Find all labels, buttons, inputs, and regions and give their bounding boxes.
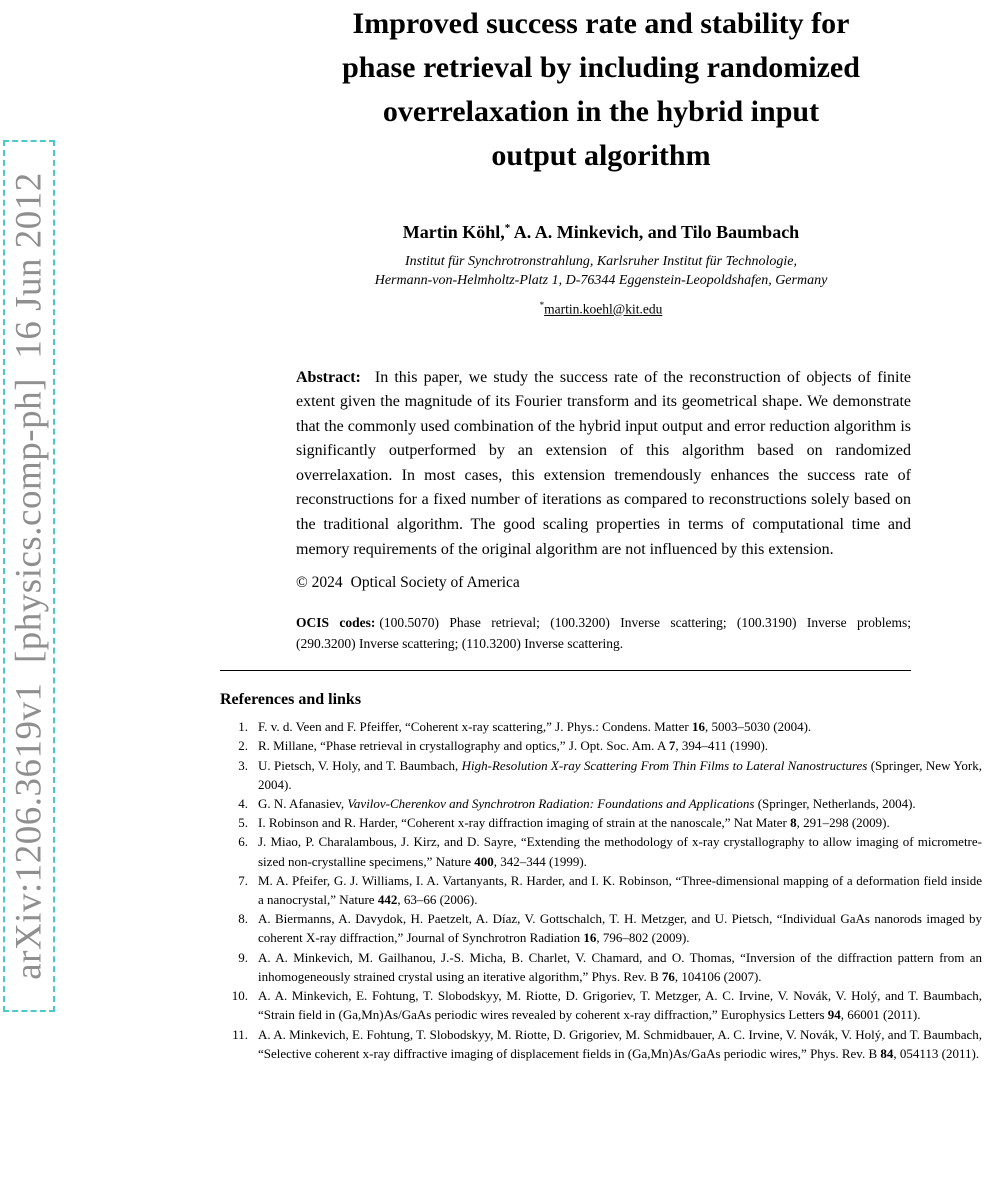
reference-text: I. Robinson and R. Harder, “Coherent x-ray diffraction imaging of strain at the nanoscale,” Nat Mater 8, 291–298 (2009). <box>258 815 890 831</box>
author-footnote-marker: * <box>504 222 511 234</box>
paper-title <box>220 2 982 178</box>
abstract <box>296 366 911 563</box>
abstract-block <box>296 366 911 655</box>
affiliation <box>220 252 982 290</box>
copyright-year: © 2024 <box>296 574 343 592</box>
reference-item <box>220 794 982 813</box>
reference-text: R. Millane, “Phase retrieval in crystallography and optics,” J. Opt. Soc. Am. A 7, 394–411 (1990). <box>258 738 769 754</box>
title-line: overrelaxation in the hybrid input <box>382 95 820 128</box>
reference-number: 9. <box>238 949 248 965</box>
affiliation-line: Institut für Synchrotronstrahlung, Karlsruher Institut für Technologie, <box>404 254 798 269</box>
reference-number: 2. <box>238 738 248 754</box>
affiliation-line: Hermann-von-Helmholtz-Platz 1, D-76344 Eggenstein-Leopoldshafen, Germany <box>374 273 828 288</box>
title-line: phase retrieval by including randomized <box>342 51 860 84</box>
reference-text: G. N. Afanasiev, Vavilov-Cherenkov and Synchrotron Radiation: Foundations and Applications (Springer, Netherlands, 2004). <box>258 796 916 812</box>
ocis-codes <box>296 612 911 654</box>
reference-number: 7. <box>238 872 248 888</box>
reference-item <box>220 736 982 755</box>
arxiv-watermark <box>3 140 55 1012</box>
reference-number: 8. <box>238 911 248 927</box>
abstract-text: In this paper, we study the success rate of the reconstruction of objects of finite extent given the magnitude of its Fourier transform and its geometrical shape. We demonstrate that the commonly used combination of the hybrid input output and error reduction algorithm is significantly outperformed by an extension of this algorithm based on randomized overrelaxation. In most cases, this extension tremendously enhances the success rate of reconstructions for a fixed number of iterations as compared to reconstructions solely based on the traditional algorithm. The good scaling properties in terms of computational time and memory requirements of the original algorithm are not influenced by this extension. <box>296 368 911 558</box>
copyright-line <box>296 574 911 592</box>
email-footnote-marker: * <box>539 300 545 310</box>
reference-item <box>220 871 982 909</box>
reference-text: F. v. d. Veen and F. Pfeiffer, “Coherent x-ray scattering,” J. Phys.: Condens. Matter 16, 5003–5030 (2004). <box>258 719 812 735</box>
reference-number: 6. <box>238 834 248 850</box>
reference-item <box>220 832 982 870</box>
copyright-org: Optical Society of America <box>350 574 520 592</box>
reference-number: 1. <box>238 719 248 735</box>
reference-number: 3. <box>238 757 248 773</box>
reference-item <box>220 756 982 794</box>
reference-text: U. Pietsch, V. Holy, and T. Baumbach, High-Resolution X-ray Scattering From Thin Films to Lateral Nanostructures (Springer, New York, 2004). <box>258 757 982 792</box>
reference-item <box>220 813 982 832</box>
reference-number: 4. <box>238 796 248 812</box>
arxiv-watermark-text: arXiv:1206.3619v1 [physics.comp-ph] 16 Jun 2012 <box>8 172 50 980</box>
ocis-label: OCIS codes: <box>296 615 376 631</box>
author-first: Martin Köhl, <box>402 222 505 242</box>
reference-item <box>220 909 982 947</box>
references-list <box>220 717 982 1063</box>
reference-item <box>220 717 982 736</box>
reference-number: 10. <box>231 988 248 1004</box>
reference-text: J. Miao, P. Charalambous, J. Kirz, and D. Sayre, “Extending the methodology of x-ray crystallography to allow imaging of micrometre-sized non-crystalline specimens,” Nature 400, 342–344 (1999). <box>258 834 982 869</box>
title-line: output algorithm <box>491 139 711 172</box>
reference-number: 11. <box>232 1026 248 1042</box>
authors-line <box>220 216 982 244</box>
reference-text: A. Biermanns, A. Davydok, H. Paetzelt, A. Díaz, V. Gottschalch, T. H. Metzger, and U. Pietsch, “Individual GaAs nanorods imaged by coherent X-ray diffraction,” Journal of Synchrotron Radiation 16, 796–802 (2009). <box>258 911 982 946</box>
reference-item <box>220 986 982 1024</box>
paper-content <box>220 0 982 1063</box>
authors-rest: A. A. Minkevich, and Tilo Baumbach <box>510 222 800 242</box>
ocis-text: (100.5070) Phase retrieval; (100.3200) Inverse scattering; (100.3190) Inverse problems; (290.3200) Inverse scattering; (110.3200) Inverse scattering. <box>296 615 911 652</box>
reference-text: A. A. Minkevich, M. Gailhanou, J.-S. Micha, B. Charlet, V. Chamard, and O. Thomas, “Inversion of the diffraction pattern from an inhomogeneously strained crystal using an iterative algorithm,” Phys. Rev. B 76, 104106 (2007). <box>258 949 982 984</box>
email-link[interactable]: martin.koehl@kit.edu <box>544 301 663 317</box>
reference-text: A. A. Minkevich, E. Fohtung, T. Slobodskyy, M. Riotte, D. Grigoriev, T. Metzger, A. C. Irvine, V. Novák, V. Holý, and T. Baumbach, “Strain field in (Ga,Mn)As/GaAs periodic wires revealed by coherent x-ray diffraction,” Europhysics Letters 94, 66001 (2011). <box>258 988 982 1023</box>
references-heading: References and links <box>220 691 362 709</box>
email-line <box>220 300 982 318</box>
reference-item <box>220 948 982 986</box>
reference-number: 5. <box>238 815 248 831</box>
abstract-label: Abstract: <box>296 368 361 386</box>
title-line: Improved success rate and stability for <box>352 7 850 40</box>
reference-text: M. A. Pfeifer, G. J. Williams, I. A. Vartanyants, R. Harder, and I. K. Robinson, “Three-dimensional mapping of a deformation field inside a nanocrystal,” Nature 442, 63–66 (2006). <box>258 872 982 908</box>
section-divider <box>220 670 911 671</box>
reference-text: A. A. Minkevich, E. Fohtung, T. Slobodskyy, M. Riotte, D. Grigoriev, M. Schmidbauer, A. C. Irvine, V. Novák, V. Holý, and T. Baumbach, “Selective coherent x-ray diffractive imaging of displacement fields in (Ga,Mn)As/GaAs periodic wires,” Phys. Rev. B 84, 054113 (2011). <box>258 1026 982 1061</box>
reference-item <box>220 1025 982 1063</box>
